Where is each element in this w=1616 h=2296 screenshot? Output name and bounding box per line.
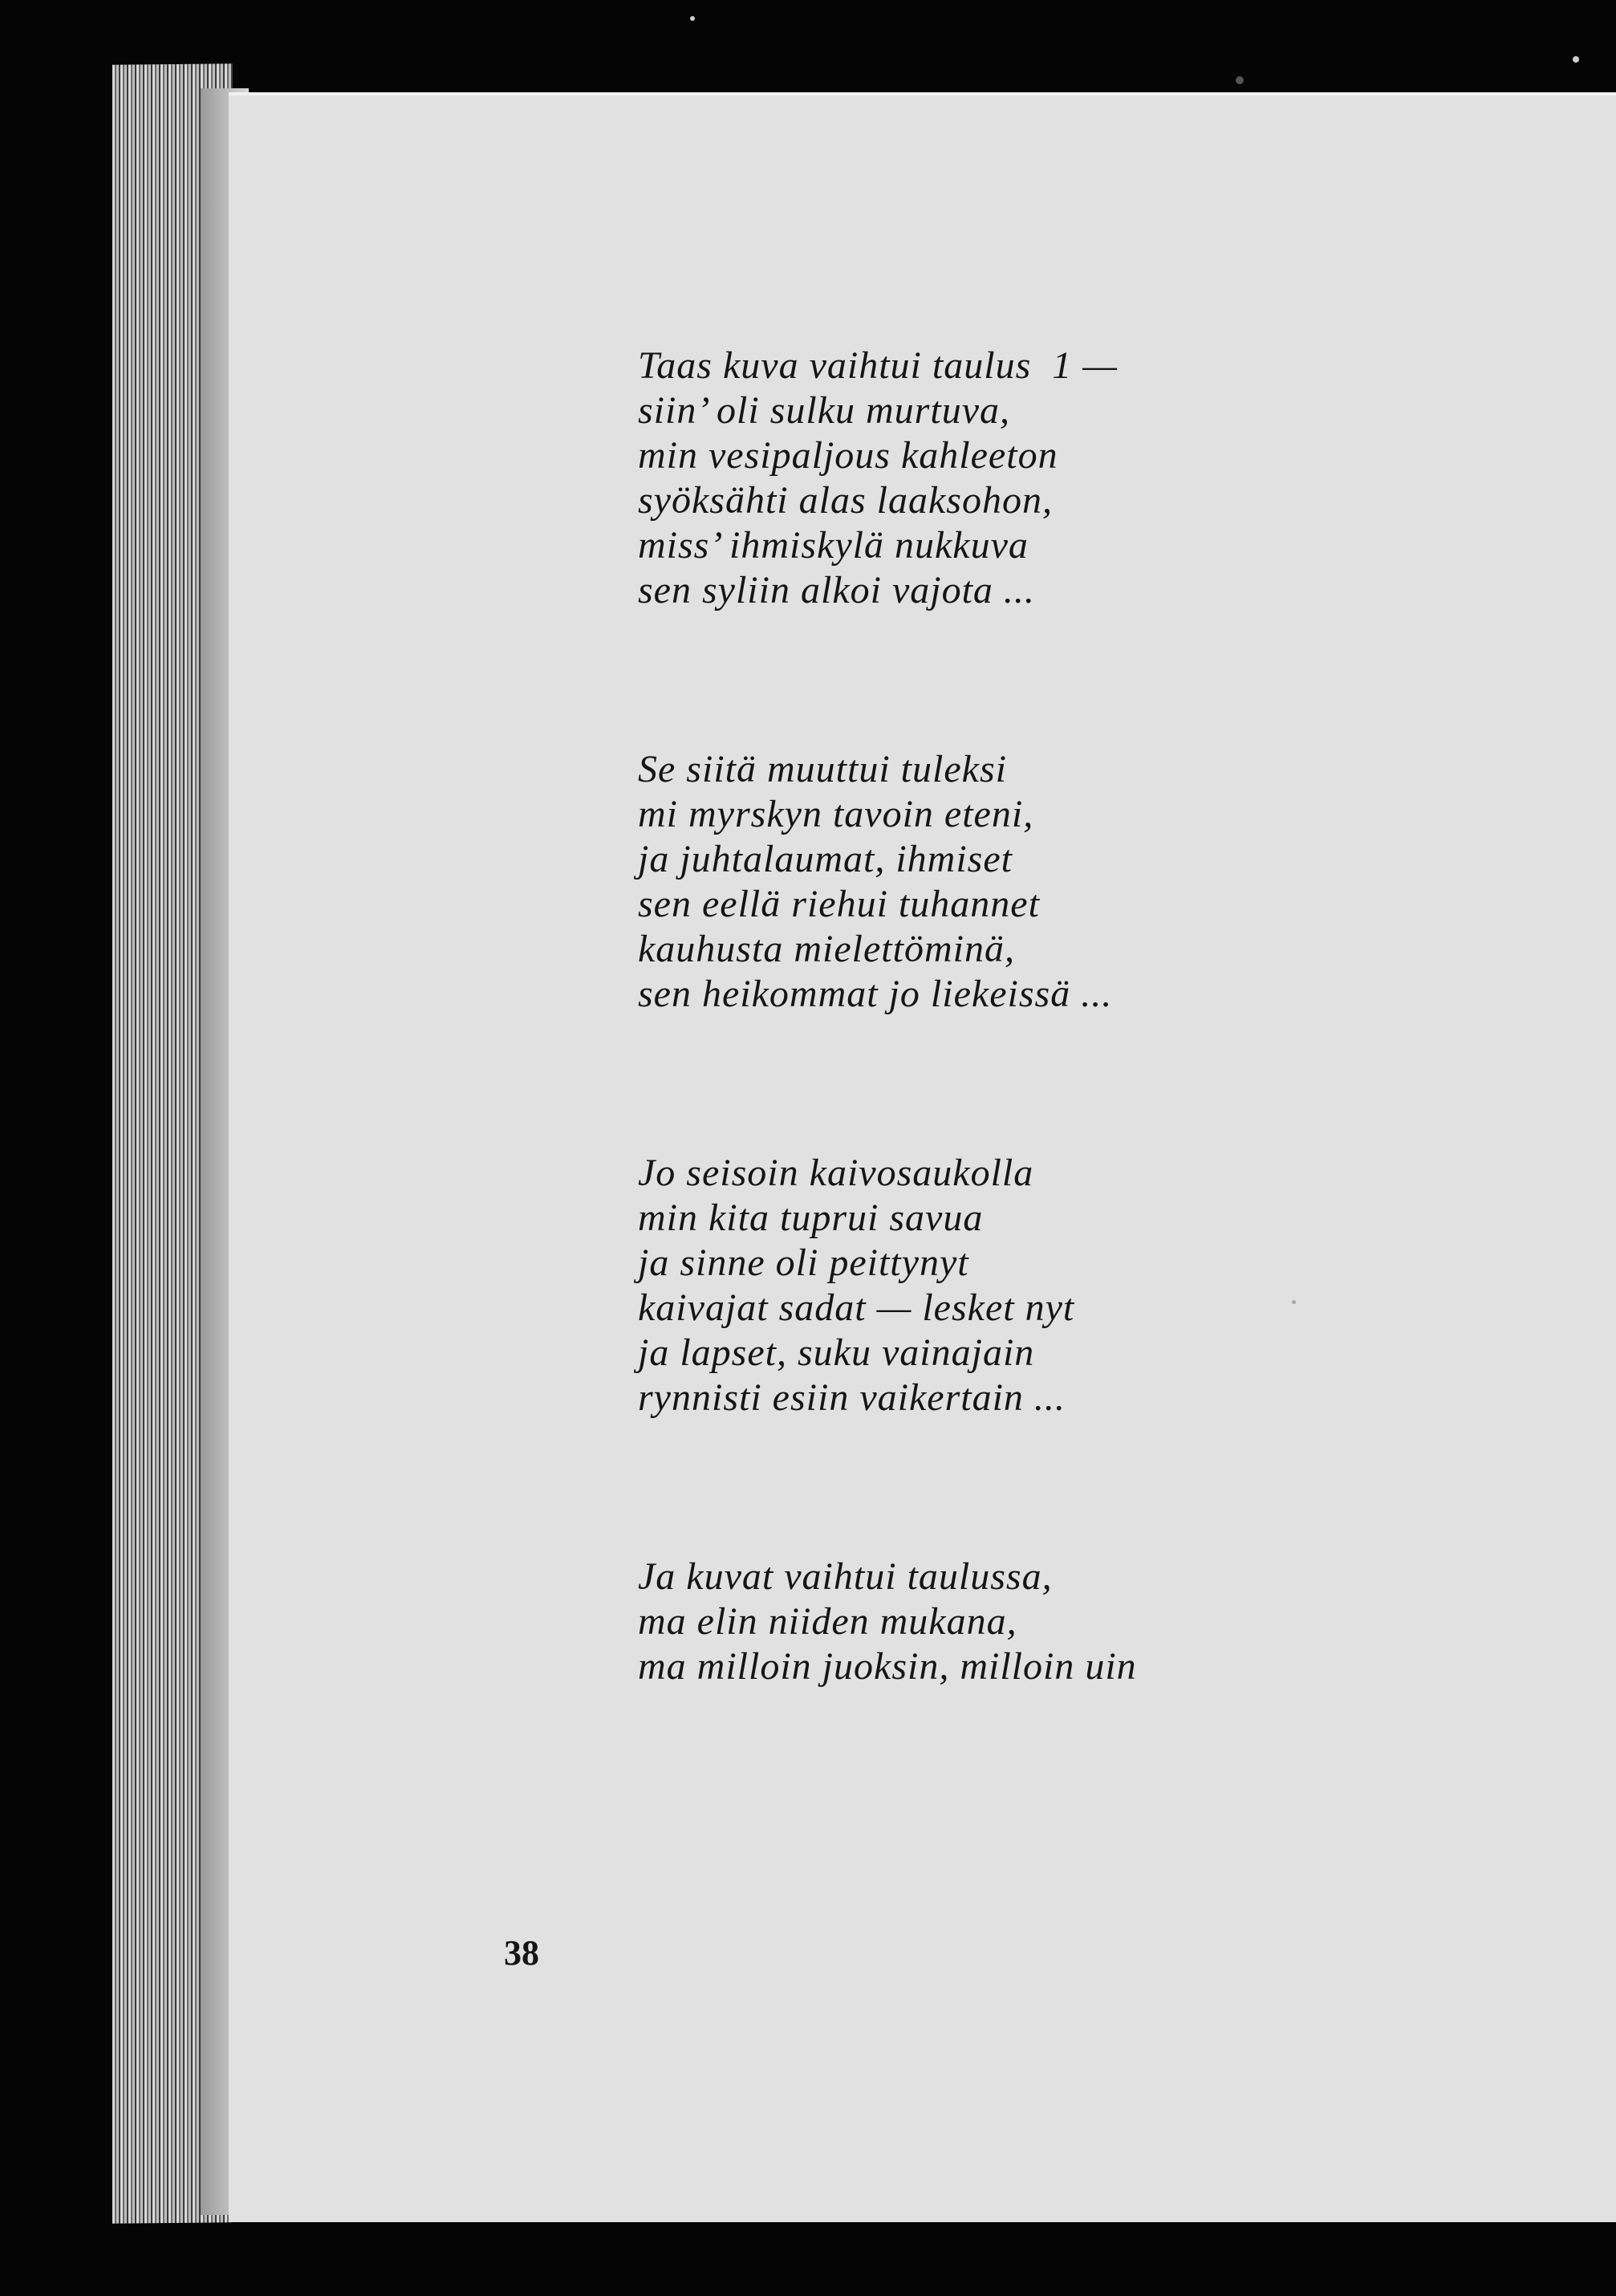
poem-line: miss’ ihmiskylä nukkuva [638,524,1029,567]
stanza-4 [638,1554,1440,1689]
poem-text [638,343,1440,1823]
poem-line: ja sinne oli peittynyt [638,1241,969,1284]
poem-line: ma milloin juoksin, milloin uin [638,1645,1137,1688]
poem-line: sen eellä riehui tuhannet [638,883,1040,925]
poem-line: sen heikommat jo liekeissä ... [638,973,1113,1015]
poem-line: syöksähti alas laaksohon, [638,479,1053,522]
poem-line: min kita tuprui savua [638,1197,984,1239]
poem-line: Se siitä muuttui tuleksi [638,748,1007,790]
poem-line: rynnisti esiin vaikertain ... [638,1376,1066,1419]
poem-line: ja juhtalaumat, ihmiset [638,838,1013,880]
scan-speck [690,16,695,21]
poem-line: siin’ oli sulku murtuva, [638,389,1010,432]
poem-line: ja lapset, suku vainajain [638,1331,1035,1374]
poem-line: ma elin niiden mukana, [638,1600,1017,1643]
poem-line: Taas kuva vaihtui taulus 1 — [638,344,1118,387]
poem-line: kaivajat sadat — lesket nyt [638,1286,1075,1329]
poem-line: min vesipaljous kahleeton [638,434,1058,477]
poem-line: sen syliin alkoi vajota ... [638,569,1035,612]
stanza-1 [638,343,1440,613]
poem-line: Ja kuvat vaihtui taulussa, [638,1555,1053,1598]
stanza-2 [638,747,1440,1017]
page-number: 38 [504,1933,539,1973]
poem-line: Jo seisoin kaivosaukolla [638,1152,1034,1194]
poem-line: kauhusta mielettöminä, [638,928,1015,970]
stanza-3 [638,1151,1440,1420]
scan-speck [1236,76,1244,84]
scan-speck [1292,1300,1296,1304]
scan-speck [1573,56,1579,63]
poem-line: mi myrskyn tavoin eteni, [638,793,1034,835]
